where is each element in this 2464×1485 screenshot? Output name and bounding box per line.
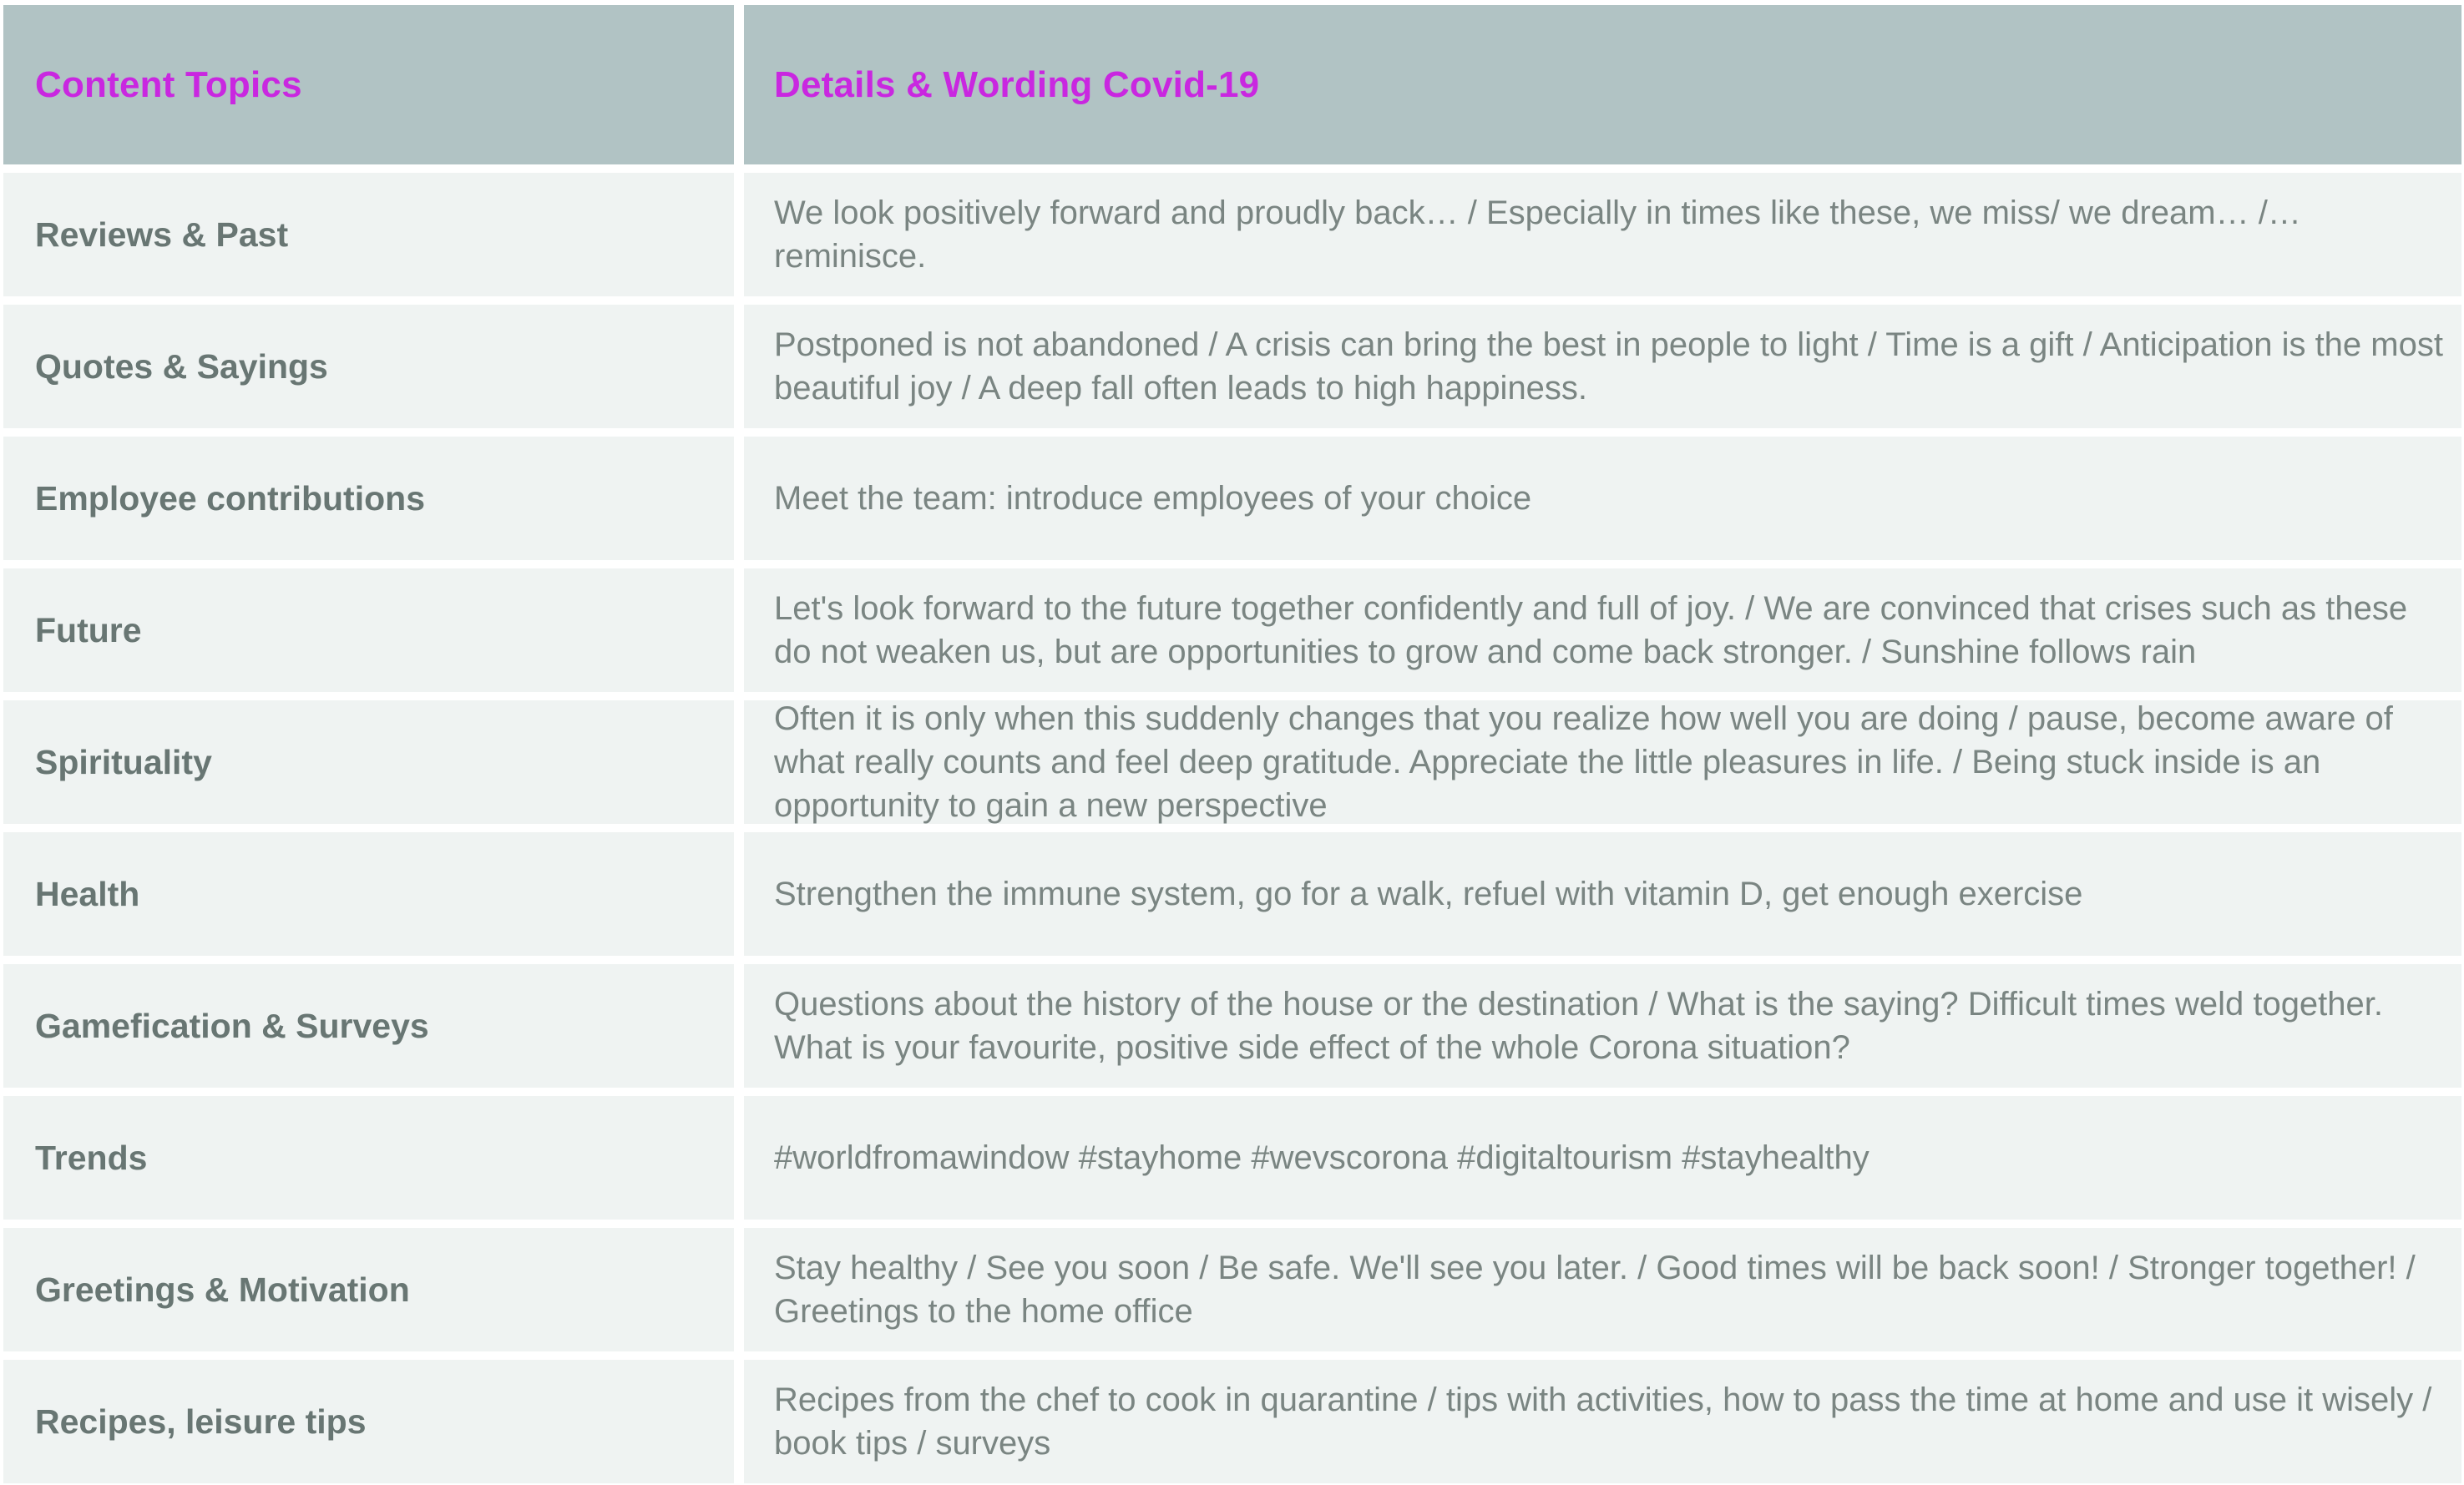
table-row (3, 437, 2461, 560)
table-row (3, 964, 2461, 1088)
topic-cell (3, 700, 734, 824)
details-cell (744, 964, 2461, 1088)
topic-cell (3, 832, 734, 956)
topic-cell (3, 1096, 734, 1220)
topic-label: Future (35, 610, 142, 649)
topic-label: Trends (35, 1138, 148, 1177)
table-row (3, 568, 2461, 692)
details-text: Strengthen the immune system, go for a walk, refuel with vitamin D, get enough exercise (774, 876, 2083, 912)
details-text: Often it is only when this suddenly changes that you realize how well you are doing / pause, become aware of what really counts and feel deep gratitude. Appreciate the little pleasures in life. / Being stuck inside is an opportunity to gain a new perspective (774, 700, 2393, 824)
details-text: Stay healthy / See you soon / Be safe. We'll see you later. / Good times will be back soon! / Stronger together! / Greetings to the home office (774, 1250, 2416, 1330)
topic-label: Spirituality (35, 742, 212, 781)
table-row (3, 305, 2461, 428)
topic-cell (3, 305, 734, 428)
details-text: #worldfromawindow #stayhome #wevscorona #digitaltourism #stayhealthy (774, 1139, 1870, 1176)
topic-cell (3, 173, 734, 296)
topic-label: Gamefication & Surveys (35, 1006, 429, 1045)
topic-label: Greetings & Motivation (35, 1270, 410, 1309)
table-row (3, 1228, 2461, 1351)
topic-label: Reviews & Past (35, 215, 289, 254)
table-row (3, 173, 2461, 296)
table-header-row (3, 5, 2461, 164)
details-cell (744, 832, 2461, 956)
details-text: Meet the team: introduce employees of your choice (774, 480, 1532, 517)
topic-cell (3, 437, 734, 560)
details-cell (744, 173, 2461, 296)
table-row (3, 1360, 2461, 1483)
details-text: Questions about the history of the house or the destination / What is the saying? Difficult times weld together. What is your favourite, positive side effect of the whole Corona situation? (774, 986, 2384, 1066)
details-cell (744, 1228, 2461, 1351)
header-details-label: Details & Wording Covid-19 (774, 63, 1260, 105)
details-cell (744, 568, 2461, 692)
topic-cell (3, 1360, 734, 1483)
header-cell-details (744, 5, 2461, 164)
details-text: Recipes from the chef to cook in quarantine / tips with activities, how to pass the time at home and use it wisely / book tips / surveys (774, 1381, 2432, 1462)
details-text: We look positively forward and proudly back… / Especially in times like these, we miss/ we dream… /… reminisce. (774, 194, 2301, 275)
details-text: Postponed is not abandoned / A crisis can bring the best in people to light / Time is a gift / Anticipation is the most beautiful joy / A deep fall often leads to high happiness. (774, 326, 2443, 407)
details-cell (744, 305, 2461, 428)
topic-cell (3, 1228, 734, 1351)
content-topics-table (3, 5, 2461, 1480)
topic-cell (3, 568, 734, 692)
header-cell-topics (3, 5, 734, 164)
table-row (3, 700, 2461, 824)
table-row (3, 832, 2461, 956)
details-cell (744, 700, 2461, 824)
details-cell (744, 1360, 2461, 1483)
details-cell (744, 437, 2461, 560)
topic-cell (3, 964, 734, 1088)
topic-label: Recipes, leisure tips (35, 1402, 367, 1441)
topic-label: Quotes & Sayings (35, 346, 328, 386)
topic-label: Health (35, 874, 140, 913)
header-topics-label: Content Topics (35, 63, 302, 105)
topic-label: Employee contributions (35, 478, 425, 518)
details-text: Let's look forward to the future together confidently and full of joy. / We are convinced that crises such as these do not weaken us, but are opportunities to grow and come back stronger. / Sunshine follows rain (774, 590, 2408, 670)
table-row (3, 1096, 2461, 1220)
details-cell (744, 1096, 2461, 1220)
